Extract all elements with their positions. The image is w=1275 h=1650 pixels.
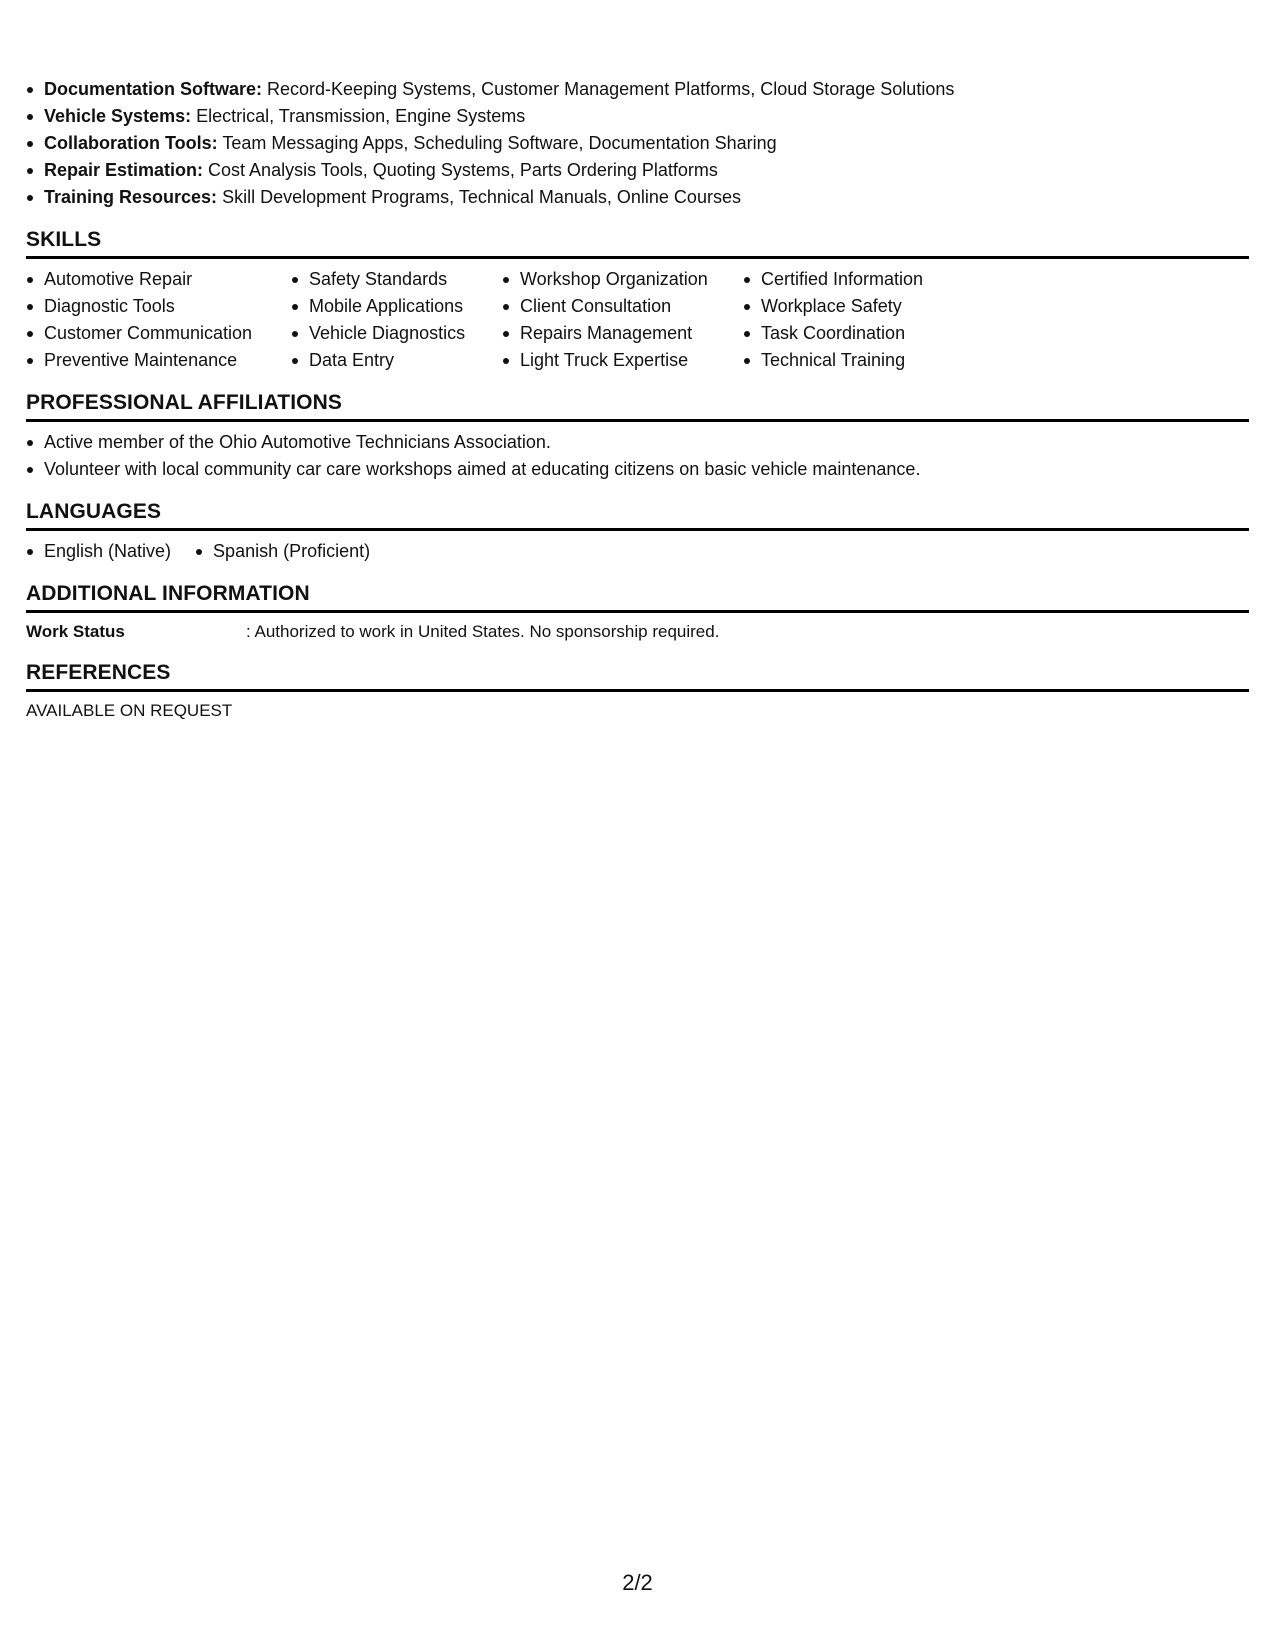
skills-column <box>743 266 1003 374</box>
section-title: ADDITIONAL INFORMATION <box>26 581 1249 613</box>
list-item <box>26 184 1249 211</box>
skill-item: Workshop Organization <box>502 266 743 293</box>
skill-item: Vehicle Diagnostics <box>291 320 502 347</box>
languages-section <box>26 499 1249 565</box>
item-label: Collaboration Tools: <box>44 133 218 153</box>
skill-item: Technical Training <box>743 347 1003 374</box>
item-label: Vehicle Systems: <box>44 106 192 126</box>
list-item <box>26 76 1249 103</box>
skill-item: Diagnostic Tools <box>26 293 291 320</box>
language-item: English (Native) <box>26 538 171 565</box>
language-entry <box>26 538 195 565</box>
skills-grid <box>26 259 1249 374</box>
resume-page <box>26 76 1249 723</box>
list-item: Active member of the Ohio Automotive Technicians Association. <box>26 429 1249 456</box>
additional-info-section <box>26 581 1249 644</box>
affiliations-list <box>26 429 1249 483</box>
skill-item: Automotive Repair <box>26 266 291 293</box>
list-item <box>26 157 1249 184</box>
skill-item: Customer Communication <box>26 320 291 347</box>
skills-column <box>502 266 743 374</box>
skill-item: Client Consultation <box>502 293 743 320</box>
skill-item: Task Coordination <box>743 320 1003 347</box>
item-text: Cost Analysis Tools, Quoting Systems, Parts Ordering Platforms <box>203 160 718 180</box>
references-section <box>26 660 1249 723</box>
work-status-value: : Authorized to work in United States. No sponsorship required. <box>246 622 720 641</box>
tools-list <box>26 76 1249 211</box>
item-text: Team Messaging Apps, Scheduling Software, Documentation Sharing <box>217 133 777 153</box>
list-item <box>26 103 1249 130</box>
affiliations-section <box>26 390 1249 483</box>
page-number: 2/2 <box>622 1570 653 1595</box>
skill-item: Preventive Maintenance <box>26 347 291 374</box>
language-item: Spanish (Proficient) <box>195 538 370 565</box>
item-text: Skill Development Programs, Technical Manuals, Online Courses <box>217 187 741 207</box>
list-item: Volunteer with local community car care workshops aimed at educating citizens on basic vehicle maintenance. <box>26 456 1249 483</box>
skills-column <box>291 266 502 374</box>
skill-item: Data Entry <box>291 347 502 374</box>
item-text: Electrical, Transmission, Engine Systems <box>191 106 526 126</box>
section-title: SKILLS <box>26 227 1249 259</box>
language-entry <box>195 538 394 565</box>
item-label: Training Resources: <box>44 187 218 207</box>
item-label: Repair Estimation: <box>44 160 204 180</box>
skill-item: Workplace Safety <box>743 293 1003 320</box>
skills-column <box>26 266 291 374</box>
languages-list <box>26 531 1249 565</box>
item-label: Documentation Software: <box>44 79 263 99</box>
section-title: LANGUAGES <box>26 499 1249 531</box>
work-status-label: Work Status <box>26 622 125 641</box>
section-title: PROFESSIONAL AFFILIATIONS <box>26 390 1249 422</box>
list-item <box>26 130 1249 157</box>
section-title: REFERENCES <box>26 660 1249 692</box>
skill-item: Repairs Management <box>502 320 743 347</box>
skill-item: Light Truck Expertise <box>502 347 743 374</box>
skills-section <box>26 227 1249 374</box>
skill-item: Safety Standards <box>291 266 502 293</box>
work-status-row <box>26 613 1249 644</box>
item-text: Record-Keeping Systems, Customer Management Platforms, Cloud Storage Solutions <box>262 79 955 99</box>
skill-item: Mobile Applications <box>291 293 502 320</box>
references-text: AVAILABLE ON REQUEST <box>26 701 233 720</box>
skill-item: Certified Information <box>743 266 1003 293</box>
section-body <box>26 422 1249 483</box>
